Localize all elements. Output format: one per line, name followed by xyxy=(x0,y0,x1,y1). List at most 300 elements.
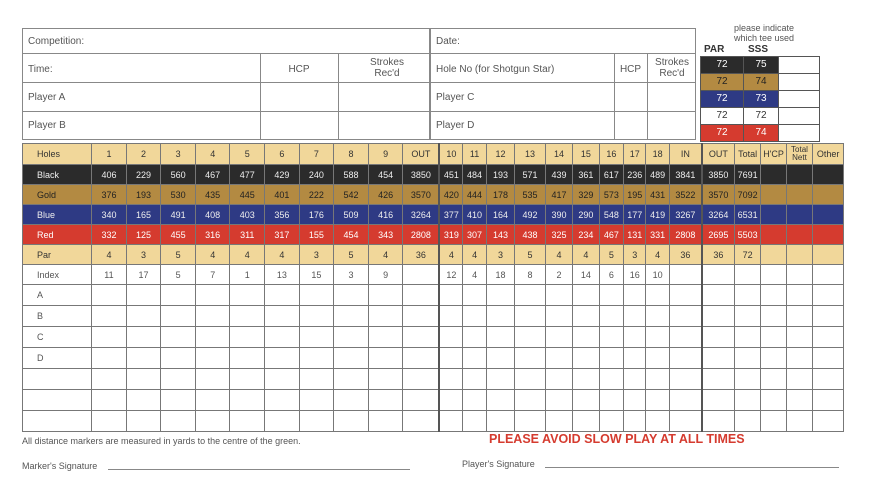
score-cell[interactable] xyxy=(486,411,514,432)
score-cell[interactable] xyxy=(299,411,334,432)
row-label xyxy=(23,411,92,432)
score-cell[interactable] xyxy=(734,411,760,432)
table-cell: 7092 xyxy=(734,185,760,205)
table-cell: 3841 xyxy=(669,165,702,185)
score-cell[interactable] xyxy=(92,348,127,369)
table-cell: 311 xyxy=(230,225,265,245)
score-cell[interactable] xyxy=(545,285,572,306)
score-cell[interactable] xyxy=(646,306,669,327)
score-cell[interactable] xyxy=(195,348,230,369)
score-cell[interactable] xyxy=(126,285,161,306)
table-cell xyxy=(786,245,812,265)
table-cell: 7691 xyxy=(734,165,760,185)
score-cell[interactable] xyxy=(195,285,230,306)
score-cell[interactable] xyxy=(265,369,300,390)
score-cell[interactable] xyxy=(403,369,440,390)
score-cell[interactable] xyxy=(624,411,646,432)
score-cell[interactable] xyxy=(92,390,127,411)
table-cell: 3850 xyxy=(403,165,440,185)
table-cell xyxy=(786,265,812,285)
score-cell[interactable] xyxy=(403,306,440,327)
score-cell[interactable] xyxy=(265,285,300,306)
score-cell[interactable] xyxy=(761,327,786,348)
score-cell[interactable] xyxy=(403,348,440,369)
score-cell[interactable] xyxy=(463,390,486,411)
score-cell[interactable] xyxy=(439,369,462,390)
row-label: Index xyxy=(23,265,92,285)
score-cell[interactable] xyxy=(646,411,669,432)
score-cell[interactable] xyxy=(669,369,702,390)
score-cell[interactable] xyxy=(669,348,702,369)
tee-checkbox-gold[interactable] xyxy=(778,73,820,91)
column-header: 10 xyxy=(439,144,462,165)
score-cell[interactable] xyxy=(195,327,230,348)
hcp-header-right: HCP xyxy=(619,64,642,75)
score-cell[interactable] xyxy=(368,327,403,348)
score-cell[interactable] xyxy=(463,306,486,327)
score-cell[interactable] xyxy=(486,306,514,327)
table-cell: 143 xyxy=(486,225,514,245)
score-cell[interactable] xyxy=(334,285,369,306)
score-cell[interactable] xyxy=(230,285,265,306)
score-cell[interactable] xyxy=(786,411,812,432)
score-cell[interactable] xyxy=(624,390,646,411)
score-cell[interactable] xyxy=(573,390,599,411)
tee-sss-red: 74 xyxy=(743,124,779,142)
score-cell[interactable] xyxy=(463,369,486,390)
row-label: Red xyxy=(23,225,92,245)
score-cell[interactable] xyxy=(334,411,369,432)
column-header: 8 xyxy=(334,144,369,165)
score-cell[interactable] xyxy=(734,348,760,369)
time-field[interactable]: Time: xyxy=(28,64,53,75)
score-cell[interactable] xyxy=(545,306,572,327)
score-cell[interactable] xyxy=(486,327,514,348)
column-header: 5 xyxy=(230,144,265,165)
score-cell[interactable] xyxy=(545,327,572,348)
score-cell[interactable] xyxy=(761,306,786,327)
table-cell: 530 xyxy=(161,185,196,205)
table-cell xyxy=(761,225,786,245)
score-cell[interactable] xyxy=(486,348,514,369)
score-cell[interactable] xyxy=(515,369,546,390)
score-cell[interactable] xyxy=(813,285,844,306)
score-cell[interactable] xyxy=(702,327,735,348)
table-cell: 451 xyxy=(439,165,462,185)
table-cell: 377 xyxy=(439,205,462,225)
score-cell[interactable] xyxy=(439,348,462,369)
score-cell[interactable] xyxy=(403,327,440,348)
score-cell[interactable] xyxy=(126,390,161,411)
table-cell: 3570 xyxy=(702,185,735,205)
score-cell[interactable] xyxy=(299,285,334,306)
holes-header-row xyxy=(23,144,844,165)
score-cell[interactable] xyxy=(573,411,599,432)
table-cell xyxy=(669,265,702,285)
score-cell[interactable] xyxy=(334,348,369,369)
table-cell: 416 xyxy=(368,205,403,225)
table-cell: 6531 xyxy=(734,205,760,225)
score-cell[interactable] xyxy=(813,411,844,432)
table-cell: 588 xyxy=(334,165,369,185)
score-cell[interactable] xyxy=(195,390,230,411)
score-cell[interactable] xyxy=(334,390,369,411)
score-cell[interactable] xyxy=(439,306,462,327)
score-cell[interactable] xyxy=(624,327,646,348)
strokes-header-right: Strokes Rec'd xyxy=(655,57,689,79)
table-cell: 177 xyxy=(624,205,646,225)
score-cell[interactable] xyxy=(786,306,812,327)
score-table xyxy=(22,143,844,432)
table-cell xyxy=(813,265,844,285)
score-cell[interactable] xyxy=(669,327,702,348)
tee-sss-black: 75 xyxy=(743,56,779,74)
score-cell[interactable] xyxy=(624,348,646,369)
score-cell[interactable] xyxy=(646,369,669,390)
score-cell[interactable] xyxy=(646,390,669,411)
score-cell[interactable] xyxy=(463,411,486,432)
table-cell: 3267 xyxy=(669,205,702,225)
table-row xyxy=(23,285,844,306)
score-cell[interactable] xyxy=(734,327,760,348)
table-cell: 229 xyxy=(126,165,161,185)
table-cell xyxy=(761,205,786,225)
score-cell[interactable] xyxy=(702,411,735,432)
table-cell: 222 xyxy=(299,185,334,205)
table-cell: 390 xyxy=(545,205,572,225)
score-cell[interactable] xyxy=(439,285,462,306)
score-cell[interactable] xyxy=(265,348,300,369)
table-cell: 307 xyxy=(463,225,486,245)
score-cell[interactable] xyxy=(669,285,702,306)
score-cell[interactable] xyxy=(486,369,514,390)
score-cell[interactable] xyxy=(786,285,812,306)
player-a-field[interactable]: Player A xyxy=(28,92,66,103)
score-cell[interactable] xyxy=(230,306,265,327)
table-cell xyxy=(734,265,760,285)
table-cell: 454 xyxy=(368,165,403,185)
score-cell[interactable] xyxy=(265,390,300,411)
tee-checkbox-red[interactable] xyxy=(778,124,820,142)
score-cell[interactable] xyxy=(334,306,369,327)
score-cell[interactable] xyxy=(702,285,735,306)
score-cell[interactable] xyxy=(368,411,403,432)
score-cell[interactable] xyxy=(599,327,623,348)
score-cell[interactable] xyxy=(573,327,599,348)
score-cell[interactable] xyxy=(368,285,403,306)
score-cell[interactable] xyxy=(368,390,403,411)
tee-checkbox-blue[interactable] xyxy=(778,90,820,108)
score-cell[interactable] xyxy=(734,369,760,390)
table-cell: 4 xyxy=(646,245,669,265)
column-header: 1 xyxy=(92,144,127,165)
table-cell: 2 xyxy=(545,265,572,285)
tee-par-red: 72 xyxy=(700,124,744,142)
score-cell[interactable] xyxy=(515,348,546,369)
score-cell[interactable] xyxy=(126,327,161,348)
score-cell[interactable] xyxy=(161,369,196,390)
score-cell[interactable] xyxy=(515,327,546,348)
score-cell[interactable] xyxy=(368,348,403,369)
table-cell xyxy=(813,185,844,205)
score-cell[interactable] xyxy=(439,327,462,348)
table-cell: 319 xyxy=(439,225,462,245)
column-header: 12 xyxy=(486,144,514,165)
score-cell[interactable] xyxy=(545,390,572,411)
score-cell[interactable] xyxy=(195,306,230,327)
table-cell: 4 xyxy=(439,245,462,265)
column-header: 7 xyxy=(299,144,334,165)
score-cell[interactable] xyxy=(702,369,735,390)
sss-label: SSS xyxy=(748,44,769,55)
table-cell: 5 xyxy=(334,245,369,265)
player-signature-line[interactable] xyxy=(545,467,839,468)
table-cell: 3 xyxy=(334,265,369,285)
score-cell[interactable] xyxy=(786,327,812,348)
score-cell[interactable] xyxy=(515,411,546,432)
tee-sss-blue: 73 xyxy=(743,90,779,108)
score-cell[interactable] xyxy=(92,285,127,306)
score-cell[interactable] xyxy=(599,369,623,390)
score-cell[interactable] xyxy=(599,285,623,306)
table-cell: 316 xyxy=(195,225,230,245)
table-cell: 420 xyxy=(439,185,462,205)
score-cell[interactable] xyxy=(702,306,735,327)
table-cell: 4 xyxy=(92,245,127,265)
table-cell: 3850 xyxy=(702,165,735,185)
score-cell[interactable] xyxy=(230,327,265,348)
score-cell[interactable] xyxy=(161,285,196,306)
slow-play-notice: PLEASE AVOID SLOW PLAY AT ALL TIMES xyxy=(489,432,745,446)
score-cell[interactable] xyxy=(161,306,196,327)
score-cell[interactable] xyxy=(702,348,735,369)
score-cell[interactable] xyxy=(92,306,127,327)
column-header: 18 xyxy=(646,144,669,165)
score-cell[interactable] xyxy=(161,411,196,432)
score-cell[interactable] xyxy=(126,369,161,390)
table-cell xyxy=(761,165,786,185)
score-cell[interactable] xyxy=(195,369,230,390)
table-cell: 13 xyxy=(265,265,300,285)
score-cell[interactable] xyxy=(230,369,265,390)
score-cell[interactable] xyxy=(669,306,702,327)
score-cell[interactable] xyxy=(299,348,334,369)
table-cell xyxy=(702,265,735,285)
table-cell: 617 xyxy=(599,165,623,185)
holes-label: Holes xyxy=(23,144,92,165)
score-cell[interactable] xyxy=(545,348,572,369)
score-cell[interactable] xyxy=(403,411,440,432)
table-cell: 2808 xyxy=(403,225,440,245)
table-cell: 195 xyxy=(624,185,646,205)
table-cell: 4 xyxy=(368,245,403,265)
score-cell[interactable] xyxy=(786,390,812,411)
score-cell[interactable] xyxy=(126,348,161,369)
score-cell[interactable] xyxy=(813,369,844,390)
score-cell[interactable] xyxy=(403,285,440,306)
row-label xyxy=(23,390,92,411)
table-cell xyxy=(403,265,440,285)
score-cell[interactable] xyxy=(230,411,265,432)
table-row xyxy=(23,185,844,205)
table-row xyxy=(23,411,844,432)
score-cell[interactable] xyxy=(813,390,844,411)
score-cell[interactable] xyxy=(161,327,196,348)
score-cell[interactable] xyxy=(786,369,812,390)
score-cell[interactable] xyxy=(573,369,599,390)
score-cell[interactable] xyxy=(299,369,334,390)
score-cell[interactable] xyxy=(403,390,440,411)
player-signature-label: Player's Signature xyxy=(462,459,535,469)
score-cell[interactable] xyxy=(599,348,623,369)
table-cell: 4 xyxy=(230,245,265,265)
score-cell[interactable] xyxy=(230,390,265,411)
score-cell[interactable] xyxy=(761,285,786,306)
table-cell xyxy=(786,185,812,205)
score-cell[interactable] xyxy=(515,306,546,327)
table-cell: 467 xyxy=(195,165,230,185)
score-cell[interactable] xyxy=(195,411,230,432)
score-cell[interactable] xyxy=(599,306,623,327)
score-cell[interactable] xyxy=(126,306,161,327)
table-cell: 3264 xyxy=(702,205,735,225)
table-cell: 429 xyxy=(265,165,300,185)
score-cell[interactable] xyxy=(463,327,486,348)
table-cell: 5 xyxy=(161,245,196,265)
score-cell[interactable] xyxy=(813,327,844,348)
score-cell[interactable] xyxy=(299,390,334,411)
column-header: Other xyxy=(813,144,844,165)
table-cell: 376 xyxy=(92,185,127,205)
column-header: 14 xyxy=(545,144,572,165)
date-field[interactable]: Date: xyxy=(436,36,460,47)
score-cell[interactable] xyxy=(161,348,196,369)
score-cell[interactable] xyxy=(439,390,462,411)
player-c-field[interactable]: Player C xyxy=(436,92,475,103)
score-cell[interactable] xyxy=(265,411,300,432)
table-cell: 419 xyxy=(646,205,669,225)
score-cell[interactable] xyxy=(368,306,403,327)
hole-no-field[interactable]: Hole No (for Shotgun Star) xyxy=(436,64,555,75)
score-cell[interactable] xyxy=(669,390,702,411)
score-cell[interactable] xyxy=(126,411,161,432)
score-cell[interactable] xyxy=(334,369,369,390)
score-cell[interactable] xyxy=(299,306,334,327)
table-cell: 3 xyxy=(486,245,514,265)
hcp-header-left: HCP xyxy=(288,64,310,75)
score-cell[interactable] xyxy=(573,285,599,306)
score-cell[interactable] xyxy=(545,369,572,390)
score-cell[interactable] xyxy=(761,348,786,369)
strokes-header-left: Strokes Rec'd xyxy=(370,57,404,79)
score-cell[interactable] xyxy=(545,411,572,432)
player-d-field[interactable]: Player D xyxy=(436,120,475,131)
score-cell[interactable] xyxy=(439,411,462,432)
column-header: IN xyxy=(669,144,702,165)
score-cell[interactable] xyxy=(813,348,844,369)
score-cell[interactable] xyxy=(646,285,669,306)
table-cell: 426 xyxy=(368,185,403,205)
score-cell[interactable] xyxy=(161,390,196,411)
column-header: 2 xyxy=(126,144,161,165)
score-cell[interactable] xyxy=(599,411,623,432)
table-cell: 3 xyxy=(126,245,161,265)
score-cell[interactable] xyxy=(265,327,300,348)
score-cell[interactable] xyxy=(486,285,514,306)
score-cell[interactable] xyxy=(515,390,546,411)
table-cell: 4 xyxy=(265,245,300,265)
table-cell: 332 xyxy=(92,225,127,245)
score-cell[interactable] xyxy=(761,369,786,390)
table-cell: 317 xyxy=(265,225,300,245)
table-cell: 11 xyxy=(92,265,127,285)
column-header: 3 xyxy=(161,144,196,165)
score-cell[interactable] xyxy=(463,348,486,369)
distance-note: All distance markers are measured in yards to the centre of the green. xyxy=(22,436,301,446)
table-cell: 36 xyxy=(669,245,702,265)
score-cell[interactable] xyxy=(646,327,669,348)
score-cell[interactable] xyxy=(230,348,265,369)
score-cell[interactable] xyxy=(624,306,646,327)
marker-signature-line[interactable] xyxy=(108,469,410,470)
competition-field[interactable]: Competition: xyxy=(28,36,85,47)
score-cell[interactable] xyxy=(761,411,786,432)
score-cell[interactable] xyxy=(813,306,844,327)
score-cell[interactable] xyxy=(599,390,623,411)
score-cell[interactable] xyxy=(573,348,599,369)
table-cell xyxy=(786,205,812,225)
table-cell: 3522 xyxy=(669,185,702,205)
score-cell[interactable] xyxy=(92,411,127,432)
table-cell: 2695 xyxy=(702,225,735,245)
score-cell[interactable] xyxy=(624,369,646,390)
score-cell[interactable] xyxy=(646,348,669,369)
score-cell[interactable] xyxy=(299,327,334,348)
score-cell[interactable] xyxy=(624,285,646,306)
score-cell[interactable] xyxy=(92,327,127,348)
player-b-field[interactable]: Player B xyxy=(28,120,66,131)
tee-checkbox-black[interactable] xyxy=(778,56,820,74)
table-cell: 36 xyxy=(403,245,440,265)
score-cell[interactable] xyxy=(669,411,702,432)
score-cell[interactable] xyxy=(761,390,786,411)
table-cell: 331 xyxy=(646,225,669,245)
score-cell[interactable] xyxy=(265,306,300,327)
score-cell[interactable] xyxy=(486,390,514,411)
row-label: C xyxy=(23,327,92,348)
table-cell: 10 xyxy=(646,265,669,285)
score-cell[interactable] xyxy=(734,390,760,411)
score-cell[interactable] xyxy=(573,306,599,327)
score-cell[interactable] xyxy=(368,369,403,390)
score-cell[interactable] xyxy=(786,348,812,369)
table-row xyxy=(23,306,844,327)
score-cell[interactable] xyxy=(463,285,486,306)
score-cell[interactable] xyxy=(702,390,735,411)
tee-checkbox-white[interactable] xyxy=(778,107,820,125)
score-cell[interactable] xyxy=(734,285,760,306)
score-cell[interactable] xyxy=(92,369,127,390)
table-cell: 72 xyxy=(734,245,760,265)
table-cell: 343 xyxy=(368,225,403,245)
score-cell[interactable] xyxy=(334,327,369,348)
score-cell[interactable] xyxy=(515,285,546,306)
table-cell: 7 xyxy=(195,265,230,285)
table-cell: 560 xyxy=(161,165,196,185)
table-cell xyxy=(761,185,786,205)
table-cell: 176 xyxy=(299,205,334,225)
score-cell[interactable] xyxy=(734,306,760,327)
